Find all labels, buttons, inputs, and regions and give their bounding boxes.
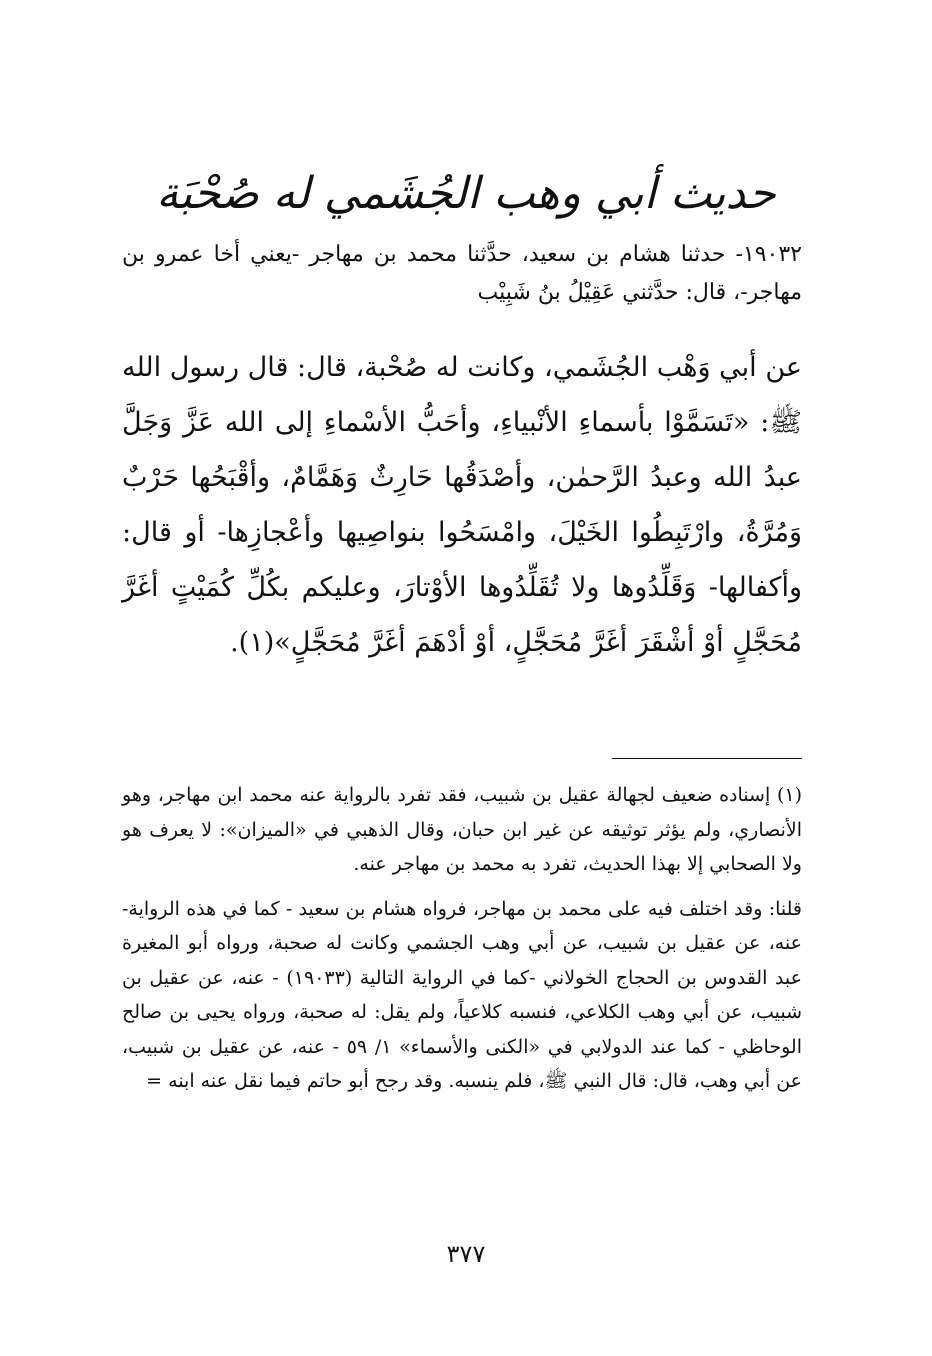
- footnote-divider: [612, 758, 802, 759]
- footnote-1: (١) إسناده ضعيف لجهالة عقيل بن شبيب، فقد تفرد بالرواية عنه محمد ابن مهاجر، وهو الأنصاري، ولم يؤثر توثيقه عن غير ابن حبان، وقال الذهبي في «الميزان»: لا يعرف هو ولا الصحابي إلا بهذا الحديث، تفرد به محمد بن مهاجر عنه.: [122, 784, 802, 875]
- hadith-matn: عن أبي وَهْب الجُشَمي، وكانت له صُحْبة، قال: قال رسول الله ﷺ: «تَسَمَّوْا بأسماءِ الأنْبياءِ، وأحَبُّ الأسْماءِ إلى الله عَزَّ وَجَلَّ عبدُ الله وعبدُ الرَّحمٰن، وأصْدَقُها حَارِثٌ وَهَمَّامٌ، وأقْبَحُها حَرْبٌ وَمُرَّةُ، وارْتَبِطُوا الخَيْلَ، وامْسَحُوا بنواصِيها وأعْجازِها- أو قال: وأكفالها- وَقَلِّدُوها ولا تُقَلِّدُوها الأوْتارَ، وعليكم بكُلِّ كُمَيْتٍ أغَرَّ مُحَجَّلٍ أوْ أشْقَرَ أغَرَّ مُحَجَّلٍ، أوْ أدْهَمَ أغَرَّ مُحَجَّلٍ»(١).: [122, 352, 802, 658]
- hadith-isnad: ١٩٠٣٢- حدثنا هشام بن سعيد، حدَّثنا محمد بن مهاجر -يعني أخا عمرو بن مهاجر-، قال: حدَّثني عَقِيْلُ بنُ شَبِيْب: [122, 242, 802, 305]
- chapter-title: حديث أبي وهب الجُشَمي له صُحْبَة: [156, 168, 776, 219]
- page-number: ٣٧٧: [446, 1240, 486, 1268]
- footnotes: [122, 778, 802, 1107]
- footnote-1-continued: قلنا: وقد اختلف فيه على محمد بن مهاجر، فرواه هشام بن سعيد - كما في هذه الرواية- عنه، عن عقيل بن شبيب، عن أبي وهب الجشمي وكانت له صحبة، ورواه أبو المغيرة عبد القدوس بن الحجاج الخولاني -كما في الرواية التالية (١٩٠٣٣) - عنه، عن عقيل بن شبيب، عن أبي وهب الكلاعي، فنسبه كلاعياً، ولم يقل: له صحبة، ورواه يحيى بن صالح الوحاظي - كما عند الدولابي في «الكنى والأسماء» ١/ ٥٩ - عنه، عن عقيل بن شبيب، عن أبي وهب، قال: قال النبي ﷺ، فلم ينسبه. وقد رجح أبو حاتم فيما نقل عنه ابنه =: [122, 897, 803, 1092]
